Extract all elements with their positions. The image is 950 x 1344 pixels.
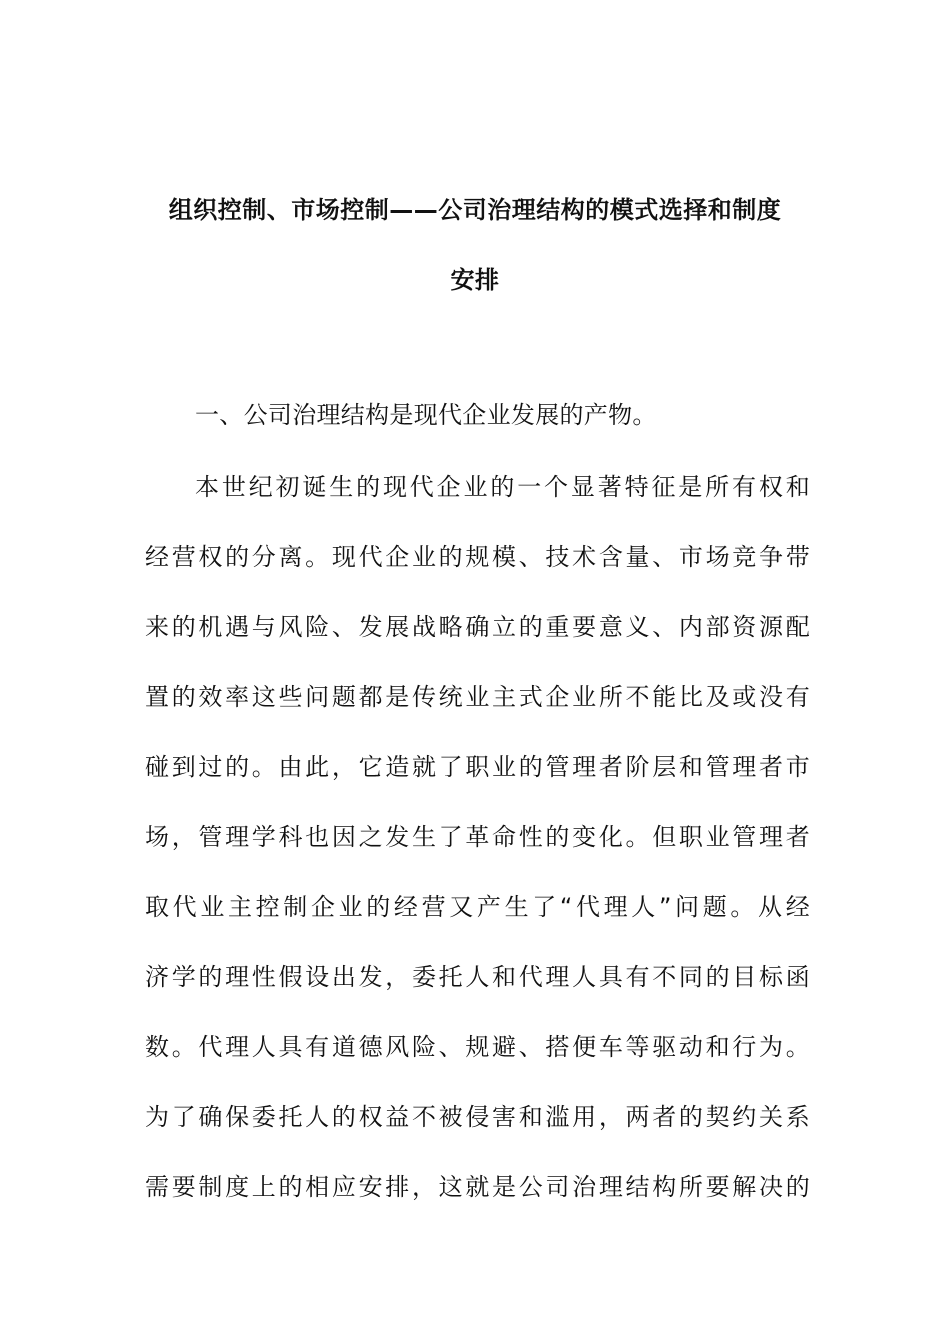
paragraph-line: 取代业主控制企业的经营又产生了“代理人”问题。从经 [145, 893, 810, 921]
paragraph-line: 本世纪初诞生的现代企业的一个显著特征是所有权和 [195, 473, 810, 501]
document-title-line-2: 安排 [450, 266, 500, 294]
paragraph-line: 来的机遇与风险、发展战略确立的重要意义、内部资源配 [145, 613, 810, 641]
paragraph-line: 济学的理性假设出发，委托人和代理人具有不同的目标函 [145, 963, 810, 991]
paragraph-line: 数。代理人具有道德风险、规避、搭便车等驱动和行为。 [145, 1033, 810, 1061]
paragraph-line: 需要制度上的相应安排，这就是公司治理结构所要解决的 [145, 1173, 810, 1201]
paragraph-line: 置的效率这些问题都是传统业主式企业所不能比及或没有 [145, 683, 810, 711]
paragraph-line: 场，管理学科也因之发生了革命性的变化。但职业管理者 [145, 823, 810, 851]
document-title-line-1: 组织控制、市场控制——公司治理结构的模式选择和制度 [168, 196, 782, 224]
section-heading: 一、公司治理结构是现代企业发展的产物。 [195, 401, 657, 429]
paragraph-line: 经营权的分离。现代企业的规模、技术含量、市场竞争带 [145, 543, 810, 571]
paragraph-line: 碰到过的。由此，它造就了职业的管理者阶层和管理者市 [145, 753, 810, 781]
paragraph-line: 为了确保委托人的权益不被侵害和滥用，两者的契约关系 [145, 1103, 810, 1131]
